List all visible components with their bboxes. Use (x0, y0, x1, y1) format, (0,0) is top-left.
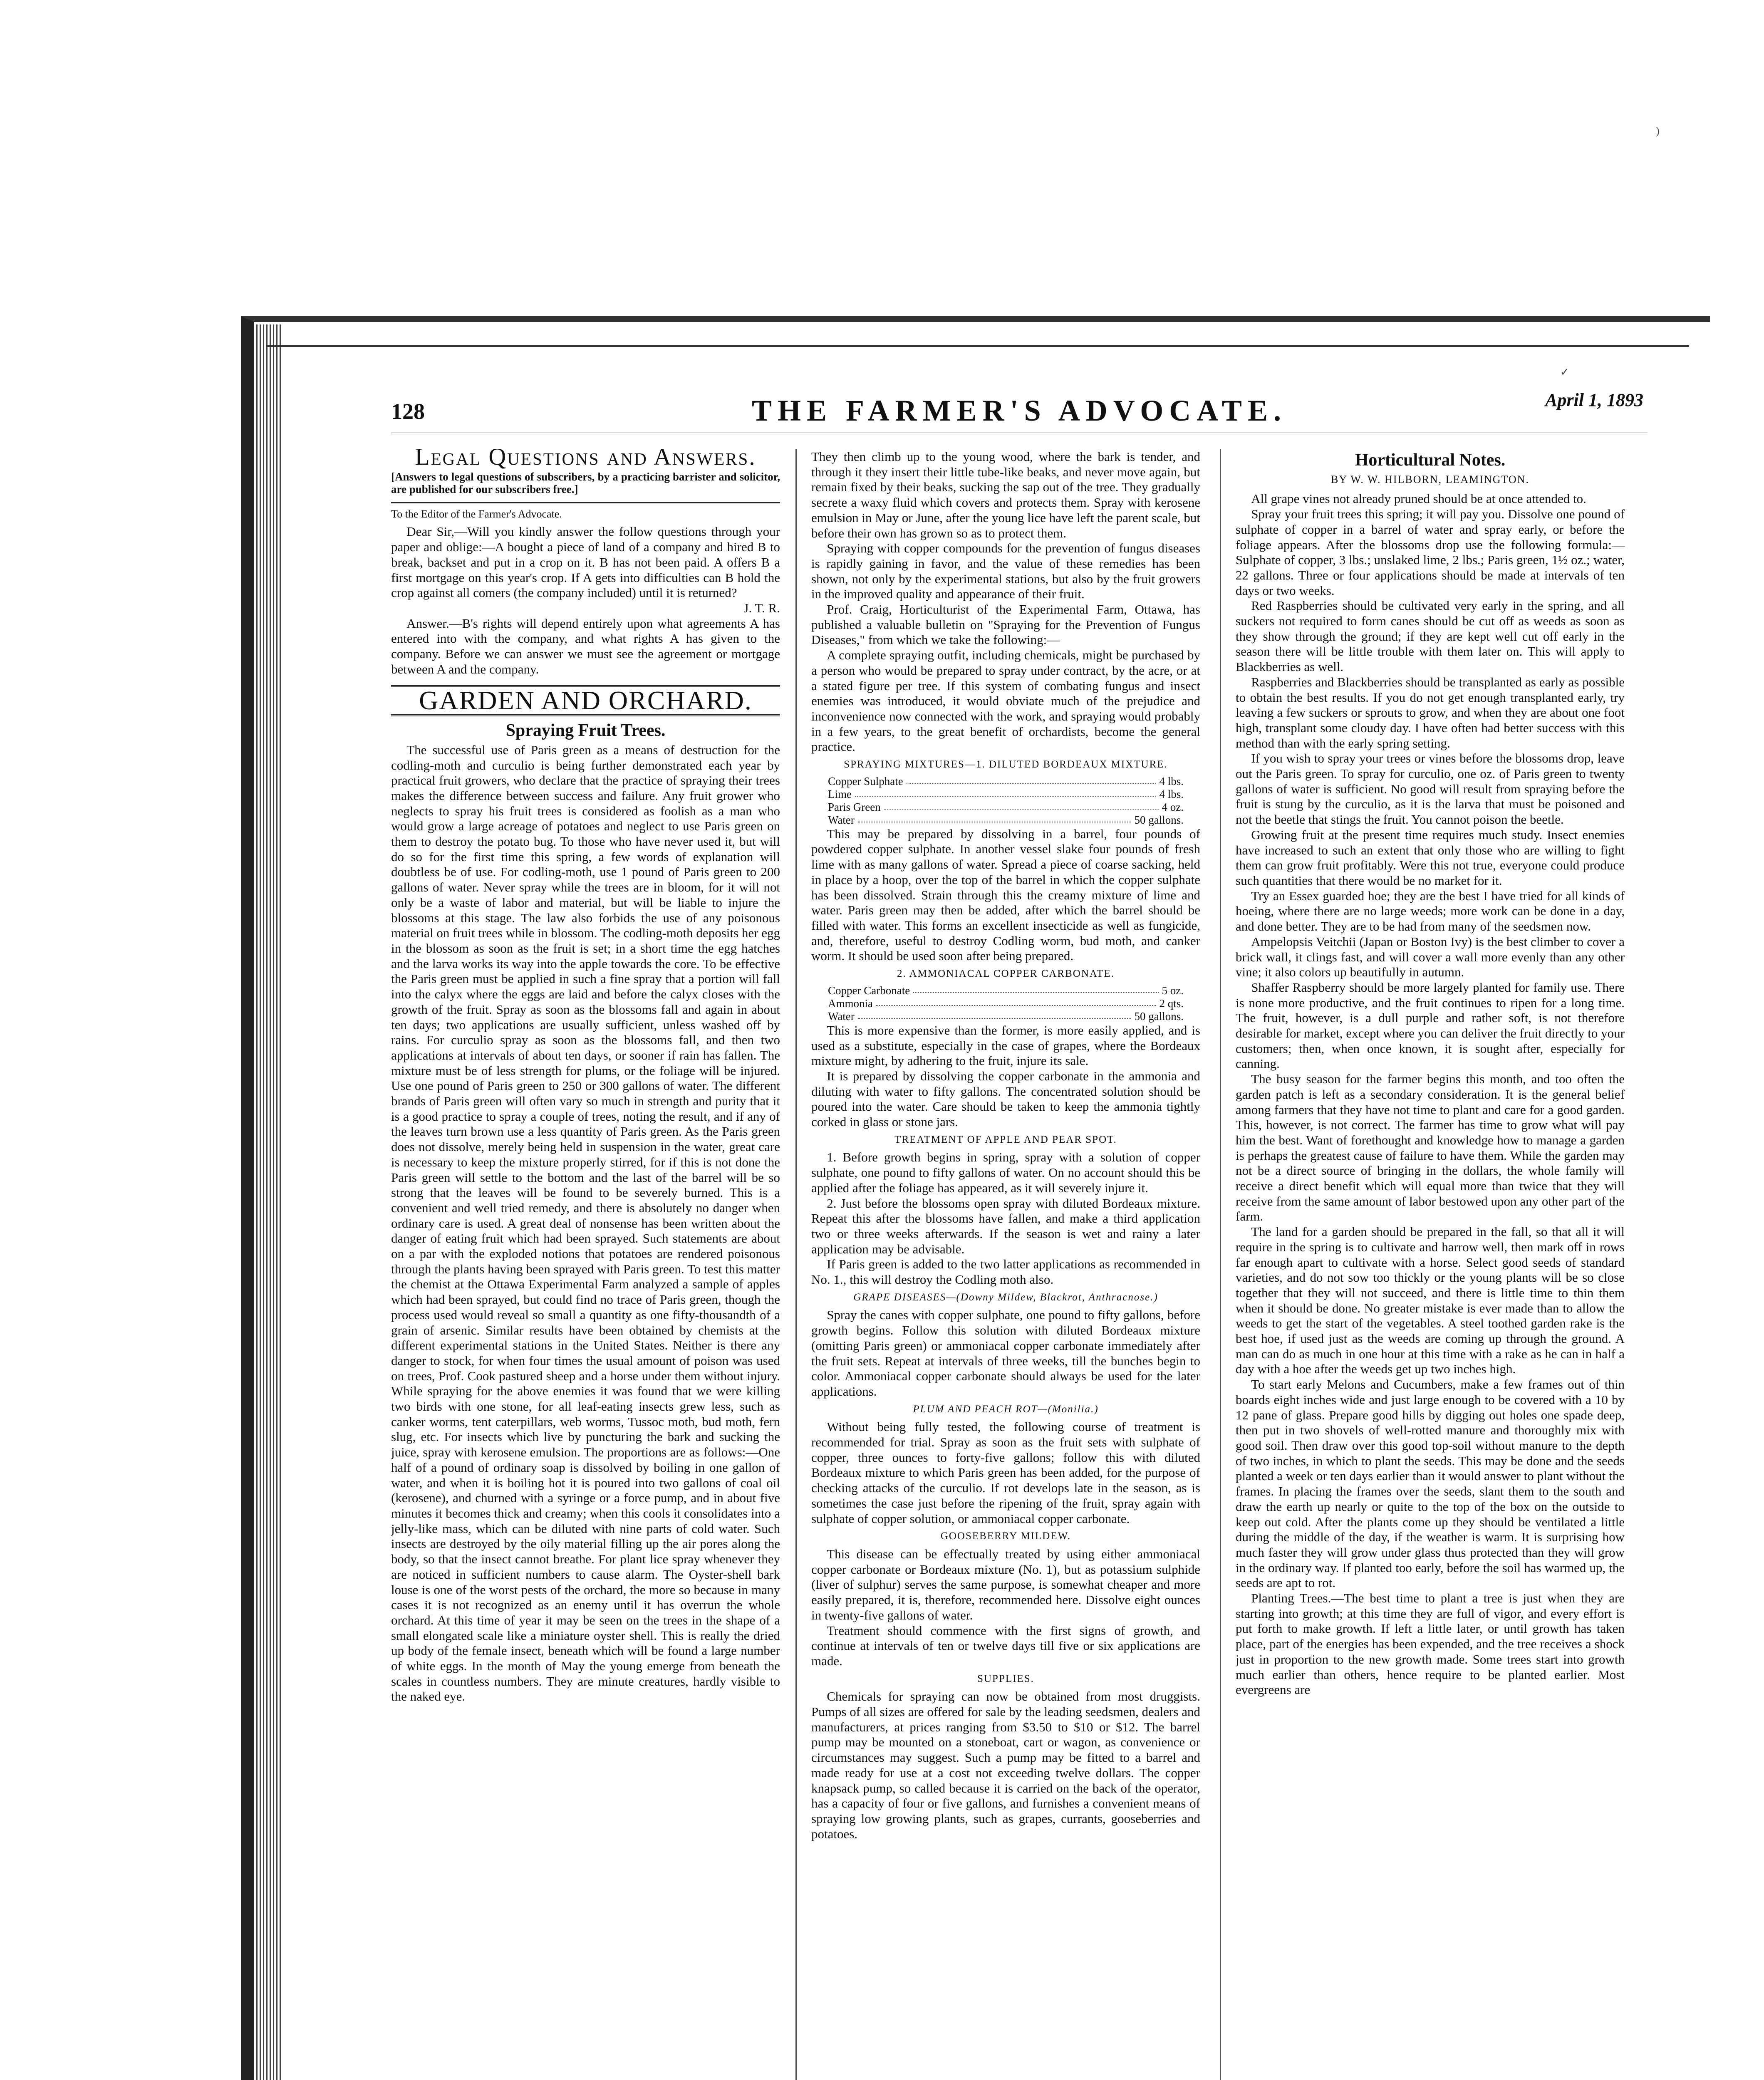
scan-mark: ✓ (1560, 366, 1569, 378)
article-paragraph: The successful use of Paris green as a means of destruction for the codling-moth and curculio is being further demonstrated each year by practical fruit growers, who declare that the practice of spraying their trees makes the difference between success and failure. Any fruit grower who neglects to spray his fruit trees is considered as foolish as a man who would grow a large acreage of potatoes and neglect to use Paris green on them to destroy the potato bug. To those who have never used it, but will do so for the first time this spring, a few words of explanation will doubtless be of use. For codling-moth, use 1 pound of Paris green to 200 gallons of water. Never spray while the trees are in bloom, for it will not only be a waste of labor and material, but will be liable to injure the blossoms at this stage. The law also forbids the use of any poisonous material on fruit trees while in blossom. The codling-moth deposits her egg in the blossom as soon as the fruit is set; in a short time the egg hatches and the larva works its way into the apple towards the core. To be effective the Paris green must be applied in such a fine spray that a portion will fall into the calyx where the eggs are laid and before the calyx closes with the growth of the fruit. Spray as soon as the blossoms fall and again in about ten days; two applications are usually sufficient, unless washed off by rains. For curculio spray as soon as the blossoms fall, and then two applications at intervals of about ten days, or sooner if rain has fallen. The mixture must be of less strength for plums, or the foliage will be injured. Use one pound of Paris green to 250 or 300 gallons of water. The different brands of Paris green will often vary so much in strength and purity that it is a good practice to spray a couple of trees, noting the result, and if any of the leaves turn brown use a less quantity of Paris green. As the Paris green does not dissolve, merely being held in suspension in the water, great care is necessary to keep the mixture properly stirred, for if this is not done the Paris green will settle to the bottom and the last of the barrel will be so strong that the leaves will be found to be severely burned. This is a convenient and well tried remedy, and there is absolutely no danger when ordinary care is used. A great deal of nonsense has been written about the danger of eating fruit which had been sprayed. Such statements are about on a par with the exploded notions that potatoes are rendered poisonous through the plants having been sprayed with Paris green. To test this matter the chemist at the Ottawa Experimental Farm analyzed a sample of apples which had been sprayed, but could find no trace of Paris green, though the process used would reveal so small a quantity as one fifty-thousandth of a grain of arsenic. Similar results have been obtained by chemists at the different experimental stations in the United States. Neither is there any danger to stock, for when four times the usual amount of poison was used on trees, Prof. Cook pastured sheep and a horse under them without injury. While spraying for the above enemies it was found that we were killing two birds with one stone, for all leaf-eating insects grew less, such as canker worms, tent caterpillars, web worms, Tussoc moth, bud moth, fern slug, etc. For insects which live by puncturing the bark and sucking the juice, spray with kerosene emulsion. The proportions are as follows:—One half of a pound of ordinary soap is dissolved by boiling in one gallon of water, and when it is boiling hot it is poured into two gallons of coal oil (kerosene), and churned with a syringe or a force pump, and in about five minutes it becomes thick and creamy; when this cools it consolidates into a jelly-like mass, which can be diluted with nine parts of cold water. Such insects are destroyed by the oily material filling up the air pores along the body, so that the insect cannot breathe. For plant lice spray whenever they are noticed in sufficient numbers to cause alarm. The Oyster-shell bark louse is one of the worst pests of the orchard, the more so because in many cases it is not recognized as an enemy until it has overrun the whole orchard. At this time of year it may be seen on the trees in the shape of a small elongated scale like a miniature oyster shell. This is really the dried up body of the female insect, beneath which will be found a large number of white eggs. In the month of May the young emerge from beneath the scales in countless numbers. They are minute creatures, hardly visible to the naked eye. (391, 742, 780, 1704)
issue-date: April 1, 1893 (1545, 390, 1643, 410)
page-number: 128 (391, 399, 425, 424)
article-title-spraying: Spraying Fruit Trees. (505, 721, 666, 740)
article-paragraph: Ampelopsis Veitchii (Japan or Boston Ivy) is the best climber to cover a brick wall, it clings fast, and will cover a wall more evenly than any other vine; it also colors up beautifully in autumn. (1236, 934, 1625, 980)
article-title-horticultural: Horticultural Notes. (1355, 451, 1506, 470)
article-paragraph: 2. Just before the blossoms open spray with diluted Bordeaux mixture. Repeat this after the blossoms have fallen, and make a third application two or three weeks afterwards. If the season is wet and rainy a later application may be advisable. (811, 1196, 1200, 1256)
article-paragraph: The busy season for the farmer begins this month, and too often the garden patch is left as a secondary consideration. It is the general belief among farmers that they have not time to plant and care for a good garden. This, however, is not correct. The farmer has time to grow what will pay him the best. Want of forethought and knowledge how to manage a garden is perhaps the greatest cause of failure to have them. While the garden may not be a direct source of bringing in the dollars, the whole family will receive a direct benefit which will equal more than twice that they will receive from the same amount of labor bestowed upon any other part of the farm. (1236, 1072, 1625, 1224)
article-paragraph: They then climb up to the young wood, where the bark is tender, and through it they insert their little tube-like beaks, and never move again, but remain fixed by their beaks, sucking the sap out of the tree. They gradually secrete a waxy fluid which covers and protects them. Spray with kerosene emulsion in May or June, after the young lice have left the parent scale, but before their own has grown so as to protect them. (811, 449, 1200, 540)
article-paragraph: This may be prepared by dissolving in a barrel, four pounds of powdered copper sulphate. In another vessel slake four pounds of fresh lime with as many gallons of water. Spread a piece of coarse sacking, held in place by a hoop, over the top of the barrel in which the copper sulphate has been dissolved. Strain through this the creamy mixture of lime and water. Paris green may then be added, after which the barrel should be filled with water. This forms an excellent insecticide as well as fungicide, and, therefore, useful to destroy Codling worm, bud moth, and canker worm. It should be used soon after being prepared. (811, 826, 1200, 963)
subhead-grape: GRAPE DISEASES—(Downy Mildew, Blackrot, Anthracnose.) (853, 1291, 1158, 1303)
subhead-treatment: TREATMENT OF APPLE AND PEAR SPOT. (894, 1134, 1117, 1145)
section-title-garden: GARDEN AND ORCHARD. (391, 685, 780, 716)
article-paragraph: Red Raspberries should be cultivated very early in the spring, and all suckers not required to form canes should be cut off as weeds as soon as they show through the ground; if they are kept well cut off early in the season there will be little trouble with them later on. This will apply to Blackberries as well. (1236, 598, 1625, 674)
letter-addressee: To the Editor of the Farmer's Advocate. (391, 502, 780, 522)
recipe-row: Water 50 gallons. (828, 1010, 1184, 1023)
article-paragraph: Treatment should commence with the first signs of growth, and continue at intervals of ten or twelve days till five or six applications are made. (811, 1623, 1200, 1668)
article-paragraph: Try an Essex guarded hoe; they are the best I have tried for all kinds of hoeing, where there are no large weeds; more work can be done in a day, and done better. They are to be had from many of the seedsmen now. (1236, 888, 1625, 934)
article-paragraph: The land for a garden should be prepared in the fall, so that all it will require in the spring is to cultivate and harrow well, then mark off in rows far enough apart to cultivate with a horse. Select good seeds of standard varieties, and do not sow too thickly or the young plants will be so close together that they will not succeed, and there is little time to thin them when it should be done. No greater mistake is ever made than to allow the weeds to get the start of the vegetables. A steel toothed garden rake is the best hoe, if used just as the weeds are coming up through the ground. A man can do as much in one hour at this time with a rake as he can in half a day with a hoe after the weeds get up two inches high. (1236, 1224, 1625, 1377)
editor-note: [Answers to legal questions of subscribers, by a practicing barrister and solicitor, are published for our subscribers free.] (391, 470, 780, 495)
article-paragraph: Without being fully tested, the following course of treatment is recommended for trial. Spray as soon as the fruit sets with sulphate of copper, three ounces to forty-five gallons; follow this with diluted Bordeaux mixture to which Paris green has been added, for the purpose of checking attacks of the curculio. If rot develops late in the season, as is sometimes the case just before the ripening of the fruit, spray again with sulphate of copper solution, or ammoniacal copper carbonate. (811, 1419, 1200, 1526)
byline: BY W. W. HILBORN, LEAMINGTON. (1331, 473, 1529, 485)
column-1 (391, 449, 780, 2080)
article-paragraph: 1. Before growth begins in spring, spray with a solution of copper sulphate, one pound to fifty gallons of water. On no account should this be applied after the foliage has appeared, as it will severely injure it. (811, 1150, 1200, 1195)
article-paragraph: This disease can be effectually treated by using either ammoniacal copper carbonate or Bordeaux mixture (No. 1), but as potassium sulphide (liver of sulphur) serves the same purpose, is somewhat cheaper and more easily prepared, it is, therefore, recommended here. Dissolve eight ounces in twenty-five gallons of water. (811, 1547, 1200, 1622)
article-paragraph: Spray the canes with copper sulphate, one pound to fifty gallons, before growth begins. Follow this solution with diluted Bordeaux mixture (omitting Paris green) or ammoniacal copper carbonate immediately after the fruit sets. Repeat at intervals of three weeks, till the bunches begin to color. Ammoniacal copper carbonate should always be used for the later applications. (811, 1307, 1200, 1399)
article-paragraph: A complete spraying outfit, including chemicals, might be purchased by a person who would be prepared to spray under contract, by the acre, or at a stated figure per tree. If this system of combating fungus and insect enemies was introduced, it would obviate much of the prejudice and inconvenience now connected with the work, and spraying would probably in a few years, to the great benefit of orchardists, become the general practice. (811, 648, 1200, 754)
recipe-row: Water 50 gallons. (828, 813, 1184, 826)
recipe-bordeaux (811, 775, 1200, 827)
film-edge (266, 333, 1689, 347)
article-paragraph: Spraying with copper compounds for the prevention of fungus diseases is rapidly gaining in favor, and the value of these remedies has been shown, not only by the experimental stations, but also by the fruit growers in the improved quality and appearance of their fruit. (811, 541, 1200, 602)
article-paragraph: Planting Trees.—The best time to plant a tree is just when they are starting into growth; at this time they are full of vigor, and every effort is put forth to make growth. If left a little later, or until growth has taken place, part of the energies has been expended, and the tree receives a shock just in proportion to the new growth made. Some trees start into growth much earlier than others, hence require to be planted earlier. Most evergreens are (1236, 1591, 1625, 1697)
recipe-row: Paris Green 4 oz. (828, 800, 1184, 813)
section-title-legal: Legal Questions and Answers. (415, 449, 756, 470)
column-rule (1220, 449, 1221, 2080)
recipe-ammoniacal (811, 984, 1200, 1023)
article-paragraph: Raspberries and Blackberries should be transplanted as early as possible to obtain the best results. If you do not get enough transplanted early, try leaving a few suckers or sprouts to grow, and when they are about one foot high, transplant some cloudy day. I have often had better success with this method than with the early spring setting. (1236, 674, 1625, 750)
article-paragraph: If you wish to spray your trees or vines before the blossoms drop, leave out the Paris green. To spray for curculio, one oz. of Paris green to twenty gallons of water is sufficient. No good will result from spraying before the fruit is stung by the curculio, as it is the larva that must be poisoned and not the beetle that stings the fruit. You cannot poison the beetle. (1236, 751, 1625, 827)
subhead-supplies: SUPPLIES. (977, 1673, 1034, 1684)
article-paragraph: Chemicals for spraying can now be obtained from most druggists. Pumps of all sizes are offered for sale by the leading seedsmen, dealers and manufacturers, at prices ranging from $3.50 to $10 or $12. The barrel pump may be mounted on a stoneboat, cart or wagon, as convenience or circumstances may suggest. Such a pump may be fitted to a barrel and made ready for use at a cost not exceeding twelve dollars. The copper knapsack pump, so called because it is carried on the back of the operator, has a capacity of four or five gallons, and furnishes a convenient means of spraying low growing plants, such as grapes, currants, gooseberries and potatoes. (811, 1689, 1200, 1841)
article-paragraph: Spray your fruit trees this spring; it will pay you. Dissolve one pound of sulphate of copper in a barrel of water and spray early, or before the foliage appears. After the blossoms drop use the following formula:—Sulphate of copper, 3 lbs.; unslaked lime, 2 lbs.; Paris green, 1½ oz.; water, 22 gallons. Three or four applications should be made at intervals of ten days or two weeks. (1236, 507, 1625, 598)
recipe-row: Copper Carbonate 5 oz. (828, 984, 1184, 997)
article-paragraph: It is prepared by dissolving the copper carbonate in the ammonia and diluting with water to fifty gallons. The concentrated solution should be poured into the water. Care should be taken to keep the ammonia tightly corked in glass or stone jars. (811, 1068, 1200, 1129)
recipe-row: Lime 4 lbs. (828, 787, 1184, 800)
legal-answer: Answer.—B's rights will depend entirely upon what agreements A has entered into with the company, and what rights A has given to the company. Before we can answer we must see the agreement or mortgage between A and the company. (391, 616, 780, 676)
recipe-row: Ammonia 2 qts. (828, 997, 1184, 1010)
newspaper-page (391, 387, 1648, 2080)
article-paragraph: To start early Melons and Cucumbers, make a few frames out of thin boards eight inches wide and just large enough to be covered with a 10 by 12 pane of glass. Prepare good hills by digging out holes one spade deep, then put in two shovels of well-rotted manure and thoroughly mix with good soil. Then draw over this good top-soil without manure to the depth of two inches, in which to plant the seeds. This may be done and the seeds planted a week or ten days earlier than it would answer to plant without the frames. In placing the frames over the seeds, slant them to the south and draw the earth up nearly or quite to the top of the box on the outside to keep out cold. After the plants come up they should be ventilated a little during the middle of the day, if the weather is warm. It is surprising how much faster they will grow under glass thus protected than they will grow in the ordinary way. If planted too early, before the soil has warmed up, the seeds are apt to rot. (1236, 1377, 1625, 1590)
article-paragraph: Prof. Craig, Horticulturist of the Experimental Farm, Ottawa, has published a valuable bulletin on "Spraying for the Prevention of Fungus Diseases," from which we take the following:— (811, 602, 1200, 647)
article-paragraph: This is more expensive than the former, is more easily applied, and is used as a substitute, especially in the case of grapes, where the Bordeaux mixture might, by adhering to the fruit, injure its sale. (811, 1023, 1200, 1068)
column-rule (795, 449, 797, 2080)
masthead: THE FARMER'S ADVOCATE. (752, 394, 1287, 427)
running-head (391, 387, 1648, 434)
article-paragraph: If Paris green is added to the two latter applications as recommended in No. 1., this will destroy the Codling moth also. (811, 1257, 1200, 1287)
article-paragraph: All grape vines not already pruned should be at once attended to. (1251, 491, 1586, 506)
article-paragraph: Growing fruit at the present time requires much study. Insect enemies have increased to such an extent that only those who are willing to fight them can grow fruit profitably. Were this not true, everyone could produce such quantities that there would be no market for it. (1236, 827, 1625, 888)
subhead-plum: PLUM AND PEACH ROT—(Monilia.) (913, 1403, 1099, 1415)
subhead-ammoniacal: 2. AMMONIACAL COPPER CARBONATE. (897, 968, 1115, 980)
subhead-bordeaux: SPRAYING MIXTURES—1. DILUTED BORDEAUX MIXTURE. (844, 759, 1168, 770)
subhead-gooseberry: GOOSEBERRY MILDEW. (940, 1530, 1071, 1542)
column-3 (1236, 449, 1625, 2080)
article-paragraph: Shaffer Raspberry should be more largely planted for family use. There is none more productive, and the fruit continues to ripen for a long time. The fruit, however, is a dull purple and rather soft, is not therefore desirable for market, except where you can deliver the fruit directly to your customers; then, when once known, it is sought after, especially for canning. (1236, 980, 1625, 1071)
column-2 (811, 449, 1200, 2080)
letter-body: Dear Sir,—Will you kindly answer the follow questions through your paper and oblige:—A bought a piece of land of a company and hired B to break, backset and put in a crop on it. B has not been paid. A offers B a first mortgage on this year's crop. If A gets into difficulties can B hold the crop against all comers (the company included) until it is returned? (391, 524, 780, 600)
letter-signature: J. T. R. (743, 600, 780, 615)
scan-mark: ) (1656, 125, 1660, 137)
recipe-row: Copper Sulphate 4 lbs. (828, 775, 1184, 787)
